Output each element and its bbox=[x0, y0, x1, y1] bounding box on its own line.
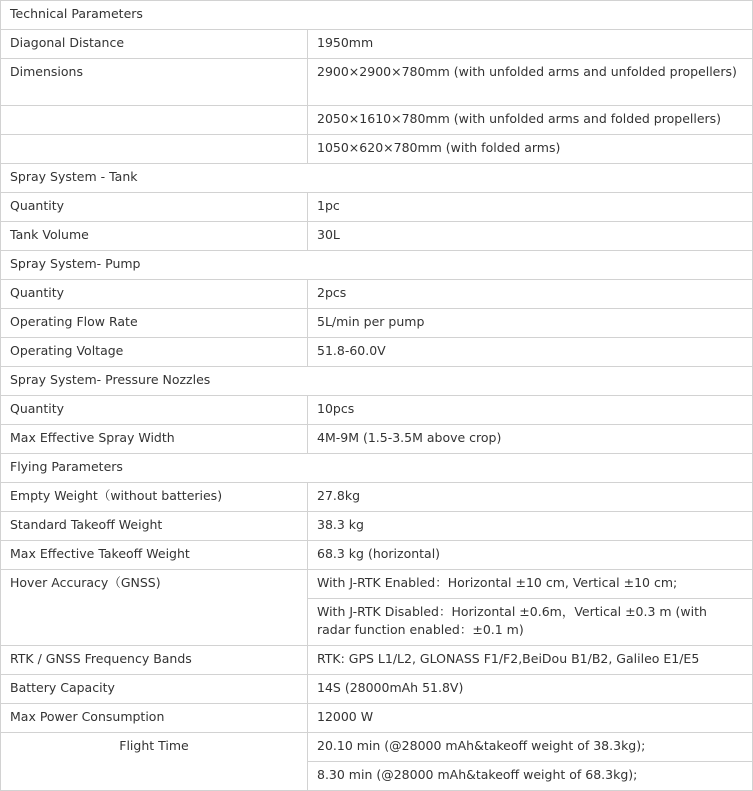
spec-row bbox=[1, 59, 753, 106]
spec-table-body bbox=[1, 1, 753, 791]
section-header: Technical Parameters bbox=[1, 1, 753, 30]
spec-label: Max Effective Takeoff Weight bbox=[1, 541, 308, 570]
spec-row bbox=[1, 733, 753, 762]
spec-row bbox=[1, 280, 753, 309]
spec-value: 14S (28000mAh 51.8V) bbox=[308, 675, 753, 704]
spec-label: Empty Weight（without batteries) bbox=[1, 483, 308, 512]
spec-value: 51.8-60.0V bbox=[308, 338, 753, 367]
spec-label: Standard Takeoff Weight bbox=[1, 512, 308, 541]
spec-value: 38.3 kg bbox=[308, 512, 753, 541]
spec-value: 2050×1610×780mm (with unfolded arms and folded propellers) bbox=[308, 106, 753, 135]
spec-label: Operating Voltage bbox=[1, 338, 308, 367]
spec-label: Battery Capacity bbox=[1, 675, 308, 704]
spec-row bbox=[1, 396, 753, 425]
spec-label: Hover Accuracy（GNSS) bbox=[1, 570, 308, 646]
spec-label bbox=[1, 135, 308, 164]
section-header-row bbox=[1, 1, 753, 30]
spec-value: 4M-9M (1.5-3.5M above crop) bbox=[308, 425, 753, 454]
spec-label: Max Effective Spray Width bbox=[1, 425, 308, 454]
section-header-row bbox=[1, 164, 753, 193]
spec-label: RTK / GNSS Frequency Bands bbox=[1, 646, 308, 675]
spec-row bbox=[1, 30, 753, 59]
spec-row bbox=[1, 106, 753, 135]
spec-row bbox=[1, 193, 753, 222]
section-header-row bbox=[1, 454, 753, 483]
spec-row bbox=[1, 570, 753, 599]
spec-row bbox=[1, 135, 753, 164]
section-header-row bbox=[1, 367, 753, 396]
spec-row bbox=[1, 512, 753, 541]
section-header: Spray System- Pressure Nozzles bbox=[1, 367, 753, 396]
spec-value: 5L/min per pump bbox=[308, 309, 753, 338]
spec-value: 1950mm bbox=[308, 30, 753, 59]
spec-label: Dimensions bbox=[1, 59, 308, 106]
section-header: Spray System - Tank bbox=[1, 164, 753, 193]
spec-label: Operating Flow Rate bbox=[1, 309, 308, 338]
spec-label: Tank Volume bbox=[1, 222, 308, 251]
spec-label: Quantity bbox=[1, 396, 308, 425]
spec-row bbox=[1, 675, 753, 704]
spec-value: 68.3 kg (horizontal) bbox=[308, 541, 753, 570]
spec-label: Quantity bbox=[1, 193, 308, 222]
spec-label: Quantity bbox=[1, 280, 308, 309]
spec-value: 12000 W bbox=[308, 704, 753, 733]
spec-value: 27.8kg bbox=[308, 483, 753, 512]
spec-value: 20.10 min (@28000 mAh&takeoff weight of 38.3kg); bbox=[308, 733, 753, 762]
spec-row bbox=[1, 222, 753, 251]
spec-value: With J-RTK Enabled：Horizontal ±10 cm, Vertical ±10 cm; bbox=[308, 570, 753, 599]
spec-label: Flight Time bbox=[1, 733, 308, 791]
spec-row bbox=[1, 425, 753, 454]
spec-value: 1pc bbox=[308, 193, 753, 222]
spec-value: With J-RTK Disabled：Horizontal ±0.6m，Vertical ±0.3 m (with radar function enabled：±0.1 m) bbox=[308, 599, 753, 646]
section-header: Spray System- Pump bbox=[1, 251, 753, 280]
spec-row bbox=[1, 483, 753, 512]
spec-row bbox=[1, 338, 753, 367]
spec-row bbox=[1, 309, 753, 338]
spec-value: RTK: GPS L1/L2, GLONASS F1/F2,BeiDou B1/B2, Galileo E1/E5 bbox=[308, 646, 753, 675]
spec-row bbox=[1, 541, 753, 570]
spec-label bbox=[1, 106, 308, 135]
spec-value: 10pcs bbox=[308, 396, 753, 425]
section-header: Flying Parameters bbox=[1, 454, 753, 483]
spec-value: 30L bbox=[308, 222, 753, 251]
spec-label: Max Power Consumption bbox=[1, 704, 308, 733]
spec-label: Diagonal Distance bbox=[1, 30, 308, 59]
spec-value: 2900×2900×780mm (with unfolded arms and unfolded propellers) bbox=[308, 59, 753, 106]
spec-value: 2pcs bbox=[308, 280, 753, 309]
spec-value: 1050×620×780mm (with folded arms) bbox=[308, 135, 753, 164]
section-header-row bbox=[1, 251, 753, 280]
spec-value: 8.30 min (@28000 mAh&takeoff weight of 68.3kg); bbox=[308, 762, 753, 791]
spec-row bbox=[1, 704, 753, 733]
spec-row bbox=[1, 646, 753, 675]
